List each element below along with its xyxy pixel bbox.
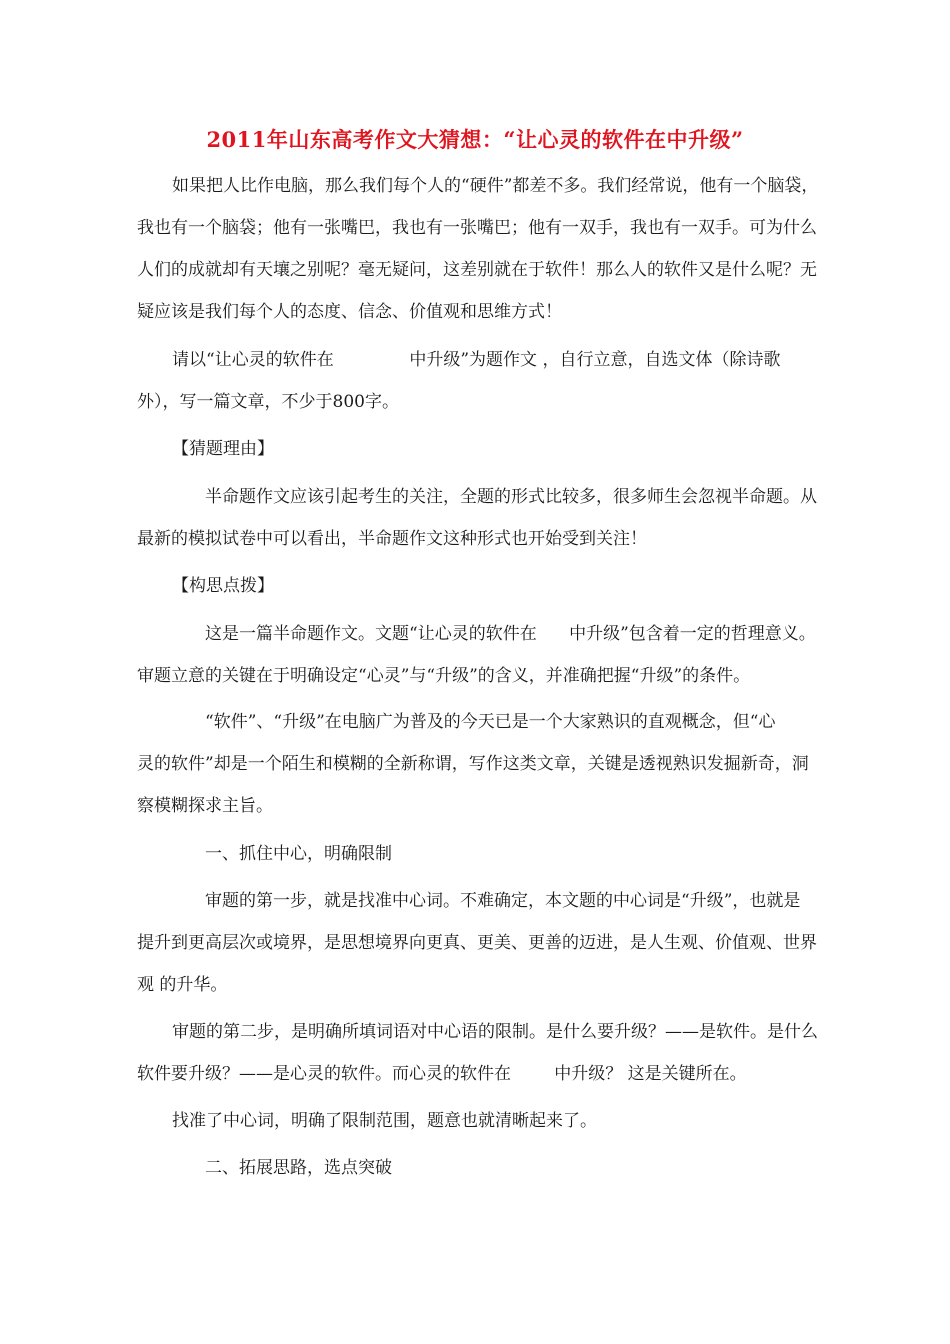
body-line: 人们的成就却有天壤之别呢？毫无疑问，这差别就在于软件！那么人的软件又是什么呢？无 — [137, 260, 817, 280]
body-line: 灵的软件”却是一个陌生和模糊的全新称谓，写作这类文章，关键是透视熟识发掘新奇，洞 — [137, 754, 809, 774]
body-line: 最新的模拟试卷中可以看出，半命题作文这种形式也开始受到关注！ — [137, 529, 647, 549]
body-line: 观 的升华。 — [137, 975, 228, 995]
subsection-heading: 一、抓住中心，明确限制 — [205, 844, 392, 864]
body-line: 审题的第二步，是明确所填词语对中心语的限制。是什么要升级？——是软件。是什么 — [172, 1022, 818, 1042]
body-line: 请以“让心灵的软件在 中升级”为题作文 ，自行立意，自选文体（除诗歌 — [172, 350, 781, 370]
body-line: 外），写一篇文章，不少于800字。 — [137, 392, 399, 412]
body-line: 如果把人比作电脑，那么我们每个人的“硬件”都差不多。我们经常说，他有一个脑袋， — [172, 176, 819, 196]
section-heading: 【构思点拨】 — [172, 576, 274, 596]
body-line: 审题的第一步，就是找准中心词。不难确定，本文题的中心词是“升级”，也就是 — [205, 891, 801, 911]
body-line: 疑应该是我们每个人的态度、信念、价值观和思维方式！ — [137, 302, 562, 322]
section-heading: 【猜题理由】 — [172, 439, 274, 459]
body-line: 这是一篇半命题作文。文题“让心灵的软件在 中升级”包含着一定的哲理意义。 — [205, 624, 816, 644]
body-line: 我也有一个脑袋；他有一张嘴巴，我也有一张嘴巴；他有一双手，我也有一双手。可为什么 — [137, 218, 817, 238]
document-title: 2011年山东高考作文大猜想：“让心灵的软件在中升级” — [206, 127, 744, 152]
body-line: 审题立意的关键在于明确设定“心灵”与“升级”的含义，并准确把握“升级”的条件。 — [137, 666, 751, 686]
body-line: 软件要升级？——是心灵的软件。而心灵的软件在 中升级？ 这是关键所在。 — [137, 1064, 747, 1084]
subsection-heading: 二、拓展思路，选点突破 — [205, 1158, 392, 1178]
body-line: 找准了中心词，明确了限制范围，题意也就清晰起来了。 — [172, 1111, 597, 1131]
body-line: “软件”、“升级”在电脑广为普及的今天已是一个大家熟识的直观概念，但“心 — [205, 712, 776, 732]
body-line: 察模糊探求主旨。 — [137, 796, 273, 816]
body-line: 提升到更高层次或境界，是思想境界向更真、更美、更善的迈进，是人生观、价值观、世界 — [137, 933, 817, 953]
body-line: 半命题作文应该引起考生的关注，全题的形式比较多，很多师生会忽视半命题。从 — [205, 487, 817, 507]
